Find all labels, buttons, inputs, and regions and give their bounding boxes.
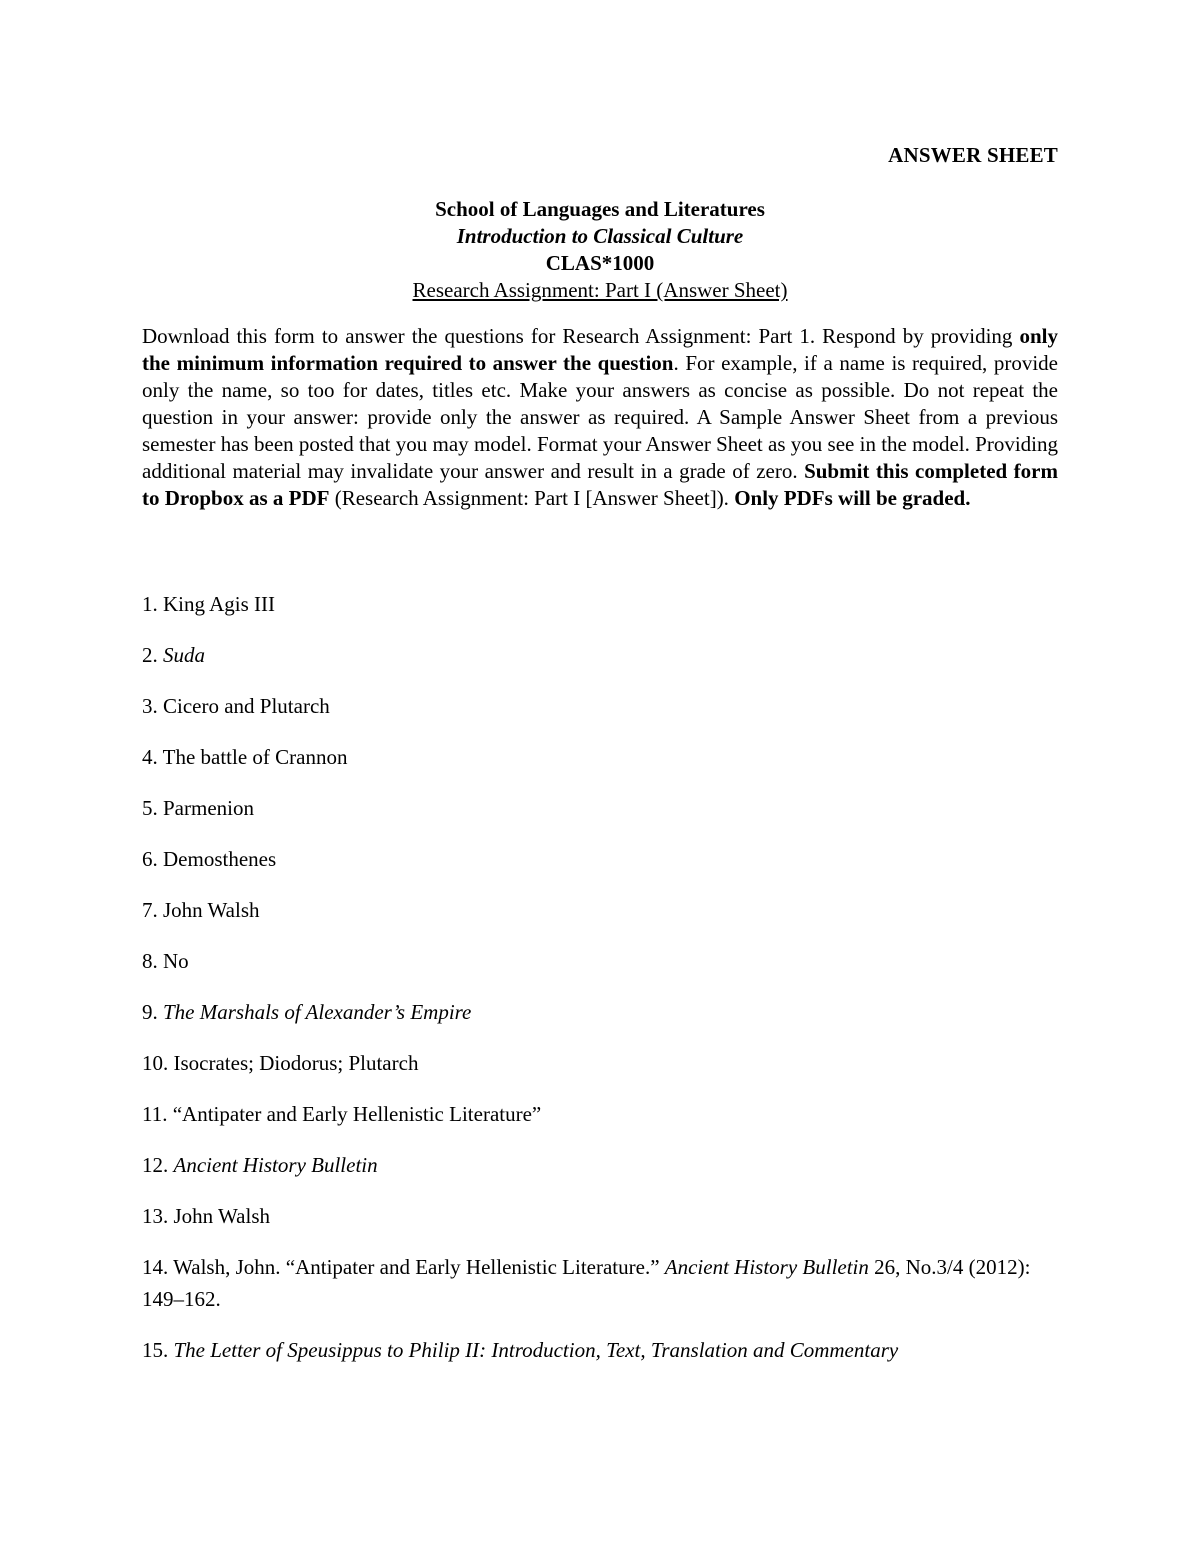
answer-item	[142, 945, 1058, 977]
document-header	[142, 196, 1058, 304]
intro-text-2: . For example, if a name is required, provide only the name, so too for dates, titles etc. Make your answers as concise as possible. Do not repeat the question in your answer: provide only the answer as required. A Sample Answer Sheet from a previous semester has been posted that you may model. Format your Answer Sheet as you see in the model. Providing additional material may invalidate your answer and result in a grade of zero.	[142, 351, 1058, 483]
answer-item	[142, 1149, 1058, 1181]
answer-item	[142, 741, 1058, 773]
answer-number: 12.	[142, 1153, 174, 1177]
intro-text-3: (Research Assignment: Part I [Answer Sheet]).	[329, 486, 735, 510]
answer-item	[142, 639, 1058, 671]
answer-item	[142, 1200, 1058, 1232]
answer-item	[142, 894, 1058, 926]
answer-number: 10.	[142, 1051, 174, 1075]
answer-item	[142, 1047, 1058, 1079]
answer-text: Cicero and Plutarch	[163, 694, 330, 718]
answers-list	[142, 588, 1058, 1385]
answer-number: 8.	[142, 949, 163, 973]
answer-title-italic: Suda	[163, 643, 205, 667]
answer-title-italic: The Letter of Speusippus to Philip II: Introduction, Text, Translation and Commentary	[173, 1338, 899, 1362]
answer-number: 13.	[142, 1204, 174, 1228]
intro-text-1: Download this form to answer the questions for Research Assignment: Part 1. Respond by providing	[142, 324, 1020, 348]
course-code: CLAS*1000	[545, 251, 655, 275]
answer-item	[142, 588, 1058, 620]
answer-item	[142, 996, 1058, 1028]
sheet-label: ANSWER SHEET	[888, 143, 1058, 167]
intro-bold-1: only the minimum information required to answer the question	[142, 324, 1058, 375]
answer-number: 7.	[142, 898, 163, 922]
answer-number: 3.	[142, 694, 163, 718]
answer-item	[142, 792, 1058, 824]
answer-item	[142, 690, 1058, 722]
answer-title-italic: The Marshals of Alexander’s Empire	[163, 1000, 472, 1024]
answer-number: 15.	[142, 1338, 174, 1362]
answer-number: 6.	[142, 847, 163, 871]
intro-bold-2: Submit this completed form to Dropbox as a PDF	[142, 459, 1058, 510]
answer-number: 1.	[142, 592, 163, 616]
answer-text: Walsh, John. “Antipater and Early Hellenistic Literature.”	[173, 1255, 665, 1279]
answer-number: 9.	[142, 1000, 163, 1024]
answer-title-italic: Ancient History Bulletin	[664, 1255, 869, 1279]
answer-title-italic: Ancient History Bulletin	[173, 1153, 378, 1177]
instructions-paragraph	[142, 323, 1058, 512]
answer-text: Isocrates; Diodorus; Plutarch	[173, 1051, 419, 1075]
intro-bold-3: Only PDFs will be graded.	[734, 486, 971, 510]
answer-number: 2.	[142, 643, 163, 667]
answer-item	[142, 1098, 1058, 1130]
answer-text: Demosthenes	[163, 847, 277, 871]
answer-text: John Walsh	[173, 1204, 271, 1228]
answer-text-after: 26, No.3/4 (2012): 149–162.	[142, 1255, 1031, 1311]
answer-text: No	[163, 949, 189, 973]
answer-text: King Agis III	[163, 592, 275, 616]
answer-text: Parmenion	[163, 796, 254, 820]
answer-text: The battle of Crannon	[162, 745, 348, 769]
answer-number: 4.	[142, 745, 163, 769]
answer-text: “Antipater and Early Hellenistic Literature”	[172, 1102, 542, 1126]
course-name: Introduction to Classical Culture	[456, 224, 744, 248]
answer-text: John Walsh	[163, 898, 260, 922]
answer-item	[142, 1251, 1058, 1315]
answer-number: 11.	[142, 1102, 173, 1126]
answer-item	[142, 843, 1058, 875]
school-name: School of Languages and Literatures	[435, 197, 765, 221]
assignment-title: Research Assignment: Part I (Answer Sheet)	[412, 278, 788, 302]
answer-item	[142, 1334, 1058, 1366]
answer-number: 5.	[142, 796, 163, 820]
answer-number: 14.	[142, 1255, 174, 1279]
